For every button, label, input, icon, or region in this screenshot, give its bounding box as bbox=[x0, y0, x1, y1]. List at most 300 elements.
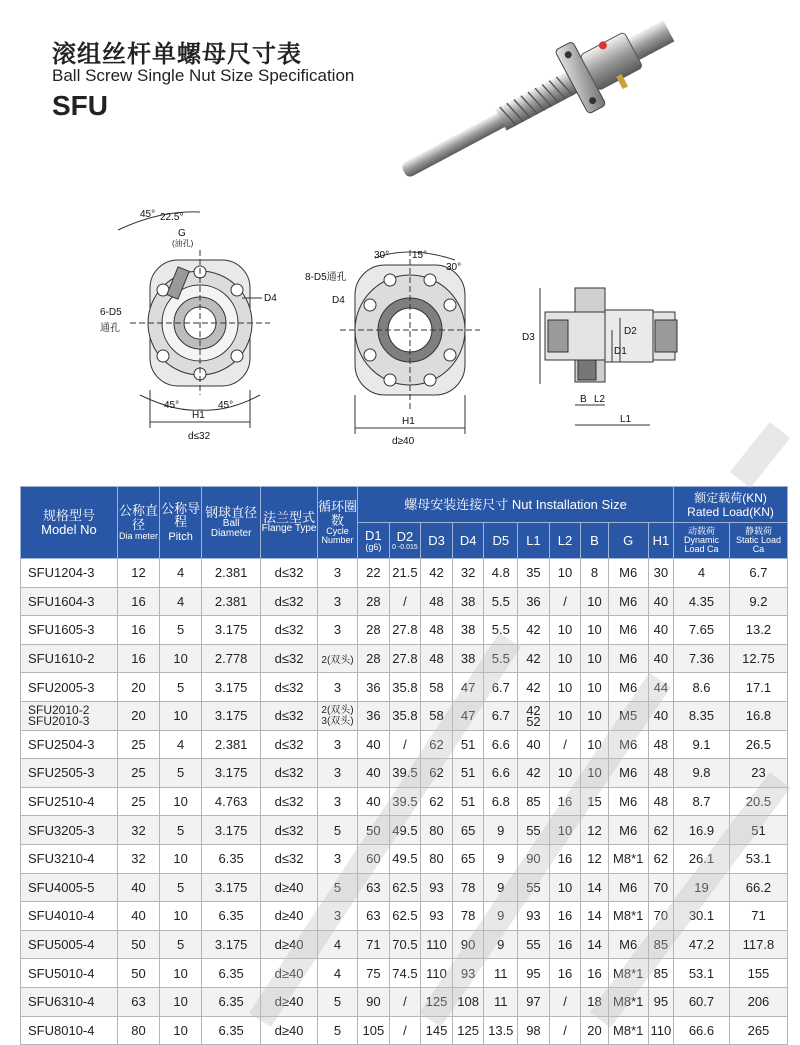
cell-d3: 48 bbox=[421, 587, 453, 616]
table-row bbox=[21, 730, 788, 759]
cell-b: 10 bbox=[581, 730, 608, 759]
cell-model: SFU4010-4 bbox=[21, 902, 118, 931]
cell-d1: 28 bbox=[358, 616, 390, 645]
cell-d5: 9 bbox=[484, 844, 518, 873]
cell-dia: 25 bbox=[117, 759, 159, 788]
cell-d5: 6.7 bbox=[484, 673, 518, 702]
cell-dyn: 4 bbox=[674, 559, 730, 588]
left-d4-label: D4 bbox=[264, 293, 277, 304]
table-row bbox=[21, 559, 788, 588]
cell-ball: 3.175 bbox=[202, 616, 261, 645]
cell-g: M6 bbox=[608, 673, 648, 702]
cell-h1: 110 bbox=[648, 1016, 673, 1045]
cell-model: SFU2504-3 bbox=[21, 730, 118, 759]
cell-cycle: 5 bbox=[318, 987, 358, 1016]
cell-l2: 10 bbox=[549, 644, 581, 673]
col-d1: D1 (g6) bbox=[358, 523, 390, 559]
cell-ball: 6.35 bbox=[202, 902, 261, 931]
col-pitch: 公称导程 Pitch bbox=[160, 487, 202, 559]
cell-model: SFU6310-4 bbox=[21, 987, 118, 1016]
cell-ball: 6.35 bbox=[202, 959, 261, 988]
cell-dia: 32 bbox=[117, 844, 159, 873]
cell-b: 10 bbox=[581, 616, 608, 645]
cell-d2: 62.5 bbox=[389, 902, 421, 931]
cell-d4: 38 bbox=[452, 587, 484, 616]
cell-stat: 53.1 bbox=[729, 844, 787, 873]
cell-cycle: 5 bbox=[318, 1016, 358, 1045]
cell-cycle: 3 bbox=[318, 844, 358, 873]
cell-flange: d≤32 bbox=[261, 587, 318, 616]
table-row bbox=[21, 787, 788, 816]
cell-l2: 10 bbox=[549, 873, 581, 902]
table-row bbox=[21, 644, 788, 673]
cell-d2: / bbox=[389, 987, 421, 1016]
cell-d2: 62.5 bbox=[389, 873, 421, 902]
cell-d1: 40 bbox=[358, 730, 390, 759]
cell-stat: 16.8 bbox=[729, 701, 787, 730]
cell-l2: 10 bbox=[549, 816, 581, 845]
cell-h1: 48 bbox=[648, 730, 673, 759]
cell-b: 12 bbox=[581, 844, 608, 873]
cell-ball: 3.175 bbox=[202, 673, 261, 702]
table-row bbox=[21, 816, 788, 845]
cell-ball: 3.175 bbox=[202, 816, 261, 845]
col-d5: D5 bbox=[484, 523, 518, 559]
cell-dyn: 7.65 bbox=[674, 616, 730, 645]
cell-cycle: 3 bbox=[318, 616, 358, 645]
cell-l1: 42 52 bbox=[518, 701, 550, 730]
cell-flange: d≥40 bbox=[261, 987, 318, 1016]
cell-g: M5 bbox=[608, 701, 648, 730]
cell-flange: d≤32 bbox=[261, 730, 318, 759]
cell-g: M6 bbox=[608, 559, 648, 588]
col-model: 规格型号 Model No bbox=[21, 487, 118, 559]
cell-cycle: 3 bbox=[318, 559, 358, 588]
cell-dyn: 8.6 bbox=[674, 673, 730, 702]
cell-d2: 27.8 bbox=[389, 616, 421, 645]
cell-d5: 5.5 bbox=[484, 587, 518, 616]
cell-d3: 48 bbox=[421, 644, 453, 673]
cell-model: SFU5010-4 bbox=[21, 959, 118, 988]
cell-d2: / bbox=[389, 1016, 421, 1045]
cell-dia: 16 bbox=[117, 616, 159, 645]
cell-d4: 51 bbox=[452, 759, 484, 788]
cell-dia: 20 bbox=[117, 673, 159, 702]
cell-dia: 16 bbox=[117, 587, 159, 616]
cell-d4: 65 bbox=[452, 816, 484, 845]
left-d-cond: d≤32 bbox=[188, 431, 211, 442]
spec-table bbox=[20, 486, 788, 1045]
cell-dyn: 53.1 bbox=[674, 959, 730, 988]
cell-d1: 36 bbox=[358, 673, 390, 702]
col-ball-diameter: 钢球直径 Ball Diameter bbox=[202, 487, 261, 559]
cell-l1: 42 bbox=[518, 644, 550, 673]
cell-dyn: 9.1 bbox=[674, 730, 730, 759]
cell-flange: d≤32 bbox=[261, 759, 318, 788]
cell-d5: 11 bbox=[484, 959, 518, 988]
table-row bbox=[21, 759, 788, 788]
cell-h1: 62 bbox=[648, 816, 673, 845]
cell-dia: 20 bbox=[117, 701, 159, 730]
cell-dia: 16 bbox=[117, 644, 159, 673]
cell-model: SFU5005-4 bbox=[21, 930, 118, 959]
cell-d5: 9 bbox=[484, 873, 518, 902]
cell-h1: 30 bbox=[648, 559, 673, 588]
cell-pitch: 4 bbox=[160, 730, 202, 759]
cell-pitch: 5 bbox=[160, 816, 202, 845]
cell-cycle: 3 bbox=[318, 673, 358, 702]
cell-l1: 98 bbox=[518, 1016, 550, 1045]
col-d2: D2 0 -0.015 bbox=[389, 523, 421, 559]
cell-flange: d≥40 bbox=[261, 902, 318, 931]
col-d4: D4 bbox=[452, 523, 484, 559]
ball-screw-photo bbox=[395, 10, 705, 180]
cell-h1: 48 bbox=[648, 787, 673, 816]
cell-l2: 16 bbox=[549, 787, 581, 816]
cell-ball: 3.175 bbox=[202, 701, 261, 730]
cell-h1: 70 bbox=[648, 902, 673, 931]
cell-d2: 39.5 bbox=[389, 787, 421, 816]
col-h1: H1 bbox=[648, 523, 673, 559]
cell-l2: 10 bbox=[549, 701, 581, 730]
cell-d3: 125 bbox=[421, 987, 453, 1016]
cell-pitch: 10 bbox=[160, 902, 202, 931]
cell-g: M8*1 bbox=[608, 959, 648, 988]
cell-b: 10 bbox=[581, 701, 608, 730]
cell-d1: 63 bbox=[358, 873, 390, 902]
cell-d2: 35.8 bbox=[389, 701, 421, 730]
mid-angle-30-right: 30° bbox=[446, 262, 462, 273]
cell-dyn: 7.36 bbox=[674, 644, 730, 673]
cell-d4: 125 bbox=[452, 1016, 484, 1045]
cell-l1: 93 bbox=[518, 902, 550, 931]
cell-stat: 12.75 bbox=[729, 644, 787, 673]
table-row bbox=[21, 987, 788, 1016]
cell-l2: / bbox=[549, 587, 581, 616]
cell-flange: d≥40 bbox=[261, 873, 318, 902]
cell-d5: 13.5 bbox=[484, 1016, 518, 1045]
cell-g: M8*1 bbox=[608, 902, 648, 931]
cell-b: 14 bbox=[581, 902, 608, 931]
cell-stat: 20.5 bbox=[729, 787, 787, 816]
mid-d4-label: D4 bbox=[332, 295, 345, 306]
cell-l1: 42 bbox=[518, 759, 550, 788]
cell-pitch: 5 bbox=[160, 873, 202, 902]
cell-dia: 50 bbox=[117, 959, 159, 988]
cell-b: 12 bbox=[581, 816, 608, 845]
right-l1-label: L1 bbox=[620, 414, 632, 425]
cell-l2: 10 bbox=[549, 559, 581, 588]
cell-model: SFU3205-3 bbox=[21, 816, 118, 845]
cell-d3: 110 bbox=[421, 930, 453, 959]
cell-b: 10 bbox=[581, 759, 608, 788]
cell-b: 14 bbox=[581, 930, 608, 959]
cell-d3: 80 bbox=[421, 844, 453, 873]
cell-pitch: 5 bbox=[160, 930, 202, 959]
cell-flange: d≤32 bbox=[261, 701, 318, 730]
cell-stat: 265 bbox=[729, 1016, 787, 1045]
flange-front-view-large bbox=[340, 250, 480, 434]
col-b: B bbox=[581, 523, 608, 559]
cell-model: SFU1605-3 bbox=[21, 616, 118, 645]
cell-h1: 40 bbox=[648, 616, 673, 645]
cell-l2: 16 bbox=[549, 902, 581, 931]
cell-g: M8*1 bbox=[608, 1016, 648, 1045]
cell-d5: 9 bbox=[484, 902, 518, 931]
col-l2: L2 bbox=[549, 523, 581, 559]
left-h1-label: H1 bbox=[192, 410, 205, 421]
cell-h1: 40 bbox=[648, 701, 673, 730]
cell-d1: 105 bbox=[358, 1016, 390, 1045]
dimension-drawings bbox=[0, 190, 800, 450]
cell-d3: 110 bbox=[421, 959, 453, 988]
cell-d1: 71 bbox=[358, 930, 390, 959]
left-angle-22-5: 22.5° bbox=[160, 212, 184, 223]
cell-l1: 42 bbox=[518, 616, 550, 645]
cell-d1: 36 bbox=[358, 701, 390, 730]
table-row bbox=[21, 1016, 788, 1045]
cell-dyn: 4.35 bbox=[674, 587, 730, 616]
cell-dyn: 60.7 bbox=[674, 987, 730, 1016]
cell-model: SFU2005-3 bbox=[21, 673, 118, 702]
cell-g: M8*1 bbox=[608, 987, 648, 1016]
cell-d5: 5.5 bbox=[484, 616, 518, 645]
cell-d2: 49.5 bbox=[389, 844, 421, 873]
cell-g: M6 bbox=[608, 816, 648, 845]
nut-side-view bbox=[540, 288, 677, 425]
cell-flange: d≤32 bbox=[261, 844, 318, 873]
cell-d2: 39.5 bbox=[389, 759, 421, 788]
mid-angle-15: 15° bbox=[412, 250, 428, 261]
cell-d3: 62 bbox=[421, 787, 453, 816]
cell-l1: 42 bbox=[518, 673, 550, 702]
cell-flange: d≤32 bbox=[261, 616, 318, 645]
cell-flange: d≤32 bbox=[261, 559, 318, 588]
cell-d4: 108 bbox=[452, 987, 484, 1016]
cell-stat: 117.8 bbox=[729, 930, 787, 959]
cell-d3: 48 bbox=[421, 616, 453, 645]
left-angle-45-bl: 45° bbox=[164, 400, 180, 411]
cell-d1: 28 bbox=[358, 587, 390, 616]
cell-model: SFU1610-2 bbox=[21, 644, 118, 673]
cell-dyn: 8.35 bbox=[674, 701, 730, 730]
flange-front-view-small bbox=[118, 212, 270, 428]
col-group-rated: 额定载荷(KN) Rated Load(KN) bbox=[674, 487, 788, 523]
cell-dia: 25 bbox=[117, 787, 159, 816]
cell-dia: 50 bbox=[117, 930, 159, 959]
cell-l1: 35 bbox=[518, 559, 550, 588]
cell-d2: 21.5 bbox=[389, 559, 421, 588]
cell-stat: 51 bbox=[729, 816, 787, 845]
cell-d1: 50 bbox=[358, 816, 390, 845]
cell-ball: 4.763 bbox=[202, 787, 261, 816]
cell-dyn: 26.1 bbox=[674, 844, 730, 873]
col-cycle-number: 循环圈数 Cycle Number bbox=[318, 487, 358, 559]
cell-dia: 25 bbox=[117, 730, 159, 759]
cell-pitch: 4 bbox=[160, 587, 202, 616]
cell-d4: 78 bbox=[452, 902, 484, 931]
cell-d3: 80 bbox=[421, 816, 453, 845]
right-d3-label: D3 bbox=[522, 332, 535, 343]
col-group-install: 螺母安装连接尺寸 Nut Installation Size bbox=[358, 487, 674, 523]
cell-cycle: 2(双头) 3(双头) bbox=[318, 701, 358, 730]
cell-b: 15 bbox=[581, 787, 608, 816]
left-g-sub: (油孔) bbox=[172, 239, 194, 248]
right-l2-label: L2 bbox=[594, 394, 606, 405]
cell-stat: 66.2 bbox=[729, 873, 787, 902]
table-row bbox=[21, 701, 788, 730]
cell-l2: 16 bbox=[549, 930, 581, 959]
table-row bbox=[21, 873, 788, 902]
table-row bbox=[21, 844, 788, 873]
cell-l1: 85 bbox=[518, 787, 550, 816]
cell-h1: 48 bbox=[648, 759, 673, 788]
left-g-label: G bbox=[178, 228, 186, 239]
cell-d2: 74.5 bbox=[389, 959, 421, 988]
cell-model: SFU4005-5 bbox=[21, 873, 118, 902]
cell-h1: 44 bbox=[648, 673, 673, 702]
cell-d1: 90 bbox=[358, 987, 390, 1016]
cell-l2: 16 bbox=[549, 844, 581, 873]
cell-flange: d≥40 bbox=[261, 930, 318, 959]
cell-l2: 10 bbox=[549, 616, 581, 645]
cell-dyn: 30.1 bbox=[674, 902, 730, 931]
cell-g: M6 bbox=[608, 587, 648, 616]
cell-g: M6 bbox=[608, 730, 648, 759]
cell-l2: / bbox=[549, 1016, 581, 1045]
cell-pitch: 4 bbox=[160, 559, 202, 588]
table-row bbox=[21, 930, 788, 959]
table-row bbox=[21, 587, 788, 616]
cell-dia: 12 bbox=[117, 559, 159, 588]
cell-d2: 27.8 bbox=[389, 644, 421, 673]
cell-dyn: 8.7 bbox=[674, 787, 730, 816]
table-row bbox=[21, 959, 788, 988]
cell-g: M6 bbox=[608, 616, 648, 645]
cell-h1: 62 bbox=[648, 844, 673, 873]
cell-stat: 23 bbox=[729, 759, 787, 788]
left-hole-sub: 通孔 bbox=[100, 323, 120, 334]
table-row bbox=[21, 616, 788, 645]
cell-d4: 38 bbox=[452, 616, 484, 645]
cell-g: M8*1 bbox=[608, 844, 648, 873]
cell-model: SFU2505-3 bbox=[21, 759, 118, 788]
cell-d4: 93 bbox=[452, 959, 484, 988]
cell-dyn: 9.8 bbox=[674, 759, 730, 788]
cell-ball: 2.381 bbox=[202, 730, 261, 759]
cell-cycle: 2(双头) bbox=[318, 644, 358, 673]
cell-d2: 49.5 bbox=[389, 816, 421, 845]
cell-h1: 70 bbox=[648, 873, 673, 902]
cell-cycle: 3 bbox=[318, 902, 358, 931]
cell-g: M6 bbox=[608, 644, 648, 673]
cell-cycle: 3 bbox=[318, 787, 358, 816]
cell-pitch: 10 bbox=[160, 644, 202, 673]
cell-h1: 85 bbox=[648, 930, 673, 959]
cell-d3: 58 bbox=[421, 701, 453, 730]
cell-l2: / bbox=[549, 730, 581, 759]
page-title-cn: 滚组丝杆单螺母尺寸表 bbox=[52, 40, 302, 68]
cell-l1: 40 bbox=[518, 730, 550, 759]
cell-d1: 60 bbox=[358, 844, 390, 873]
cell-ball: 2.381 bbox=[202, 587, 261, 616]
cell-pitch: 5 bbox=[160, 673, 202, 702]
cell-cycle: 3 bbox=[318, 730, 358, 759]
cell-d4: 51 bbox=[452, 787, 484, 816]
right-b-label: B bbox=[580, 394, 587, 405]
cell-l2: 10 bbox=[549, 759, 581, 788]
cell-d5: 6.6 bbox=[484, 759, 518, 788]
cell-cycle: 3 bbox=[318, 759, 358, 788]
cell-ball: 6.35 bbox=[202, 987, 261, 1016]
col-diameter: 公称直径 Dia meter bbox=[117, 487, 159, 559]
cell-b: 10 bbox=[581, 644, 608, 673]
cell-d3: 93 bbox=[421, 873, 453, 902]
cell-d4: 65 bbox=[452, 844, 484, 873]
cell-d5: 5.5 bbox=[484, 644, 518, 673]
cell-l1: 55 bbox=[518, 816, 550, 845]
cell-d5: 6.8 bbox=[484, 787, 518, 816]
cell-model: SFU3210-4 bbox=[21, 844, 118, 873]
cell-b: 20 bbox=[581, 1016, 608, 1045]
cell-d3: 145 bbox=[421, 1016, 453, 1045]
page-title-en: Ball Screw Single Nut Size Specification bbox=[52, 66, 355, 85]
cell-dia: 80 bbox=[117, 1016, 159, 1045]
cell-model: SFU1604-3 bbox=[21, 587, 118, 616]
cell-flange: d≤32 bbox=[261, 816, 318, 845]
cell-b: 8 bbox=[581, 559, 608, 588]
cell-d1: 40 bbox=[358, 787, 390, 816]
cell-stat: 206 bbox=[729, 987, 787, 1016]
cell-stat: 6.7 bbox=[729, 559, 787, 588]
mid-d-cond: d≥40 bbox=[392, 436, 415, 447]
cell-d4: 47 bbox=[452, 673, 484, 702]
left-angle-45-br: 45° bbox=[218, 400, 234, 411]
cell-d4: 51 bbox=[452, 730, 484, 759]
cell-h1: 40 bbox=[648, 587, 673, 616]
cell-b: 10 bbox=[581, 673, 608, 702]
cell-dyn: 66.6 bbox=[674, 1016, 730, 1045]
cell-d4: 32 bbox=[452, 559, 484, 588]
mid-angle-30-left: 30° bbox=[374, 250, 390, 261]
cell-dia: 63 bbox=[117, 987, 159, 1016]
cell-d4: 38 bbox=[452, 644, 484, 673]
cell-d3: 62 bbox=[421, 730, 453, 759]
cell-stat: 26.5 bbox=[729, 730, 787, 759]
spec-table-body bbox=[21, 559, 788, 1045]
col-d3: D3 bbox=[421, 523, 453, 559]
table-row bbox=[21, 902, 788, 931]
table-row bbox=[21, 673, 788, 702]
model-series-label: SFU bbox=[52, 90, 108, 121]
left-hole-label: 6-D5 bbox=[100, 307, 122, 318]
cell-dyn: 47.2 bbox=[674, 930, 730, 959]
cell-l2: / bbox=[549, 987, 581, 1016]
cell-d1: 28 bbox=[358, 644, 390, 673]
cell-l2: 10 bbox=[549, 673, 581, 702]
cell-pitch: 10 bbox=[160, 787, 202, 816]
cell-pitch: 10 bbox=[160, 1016, 202, 1045]
cell-d4: 47 bbox=[452, 701, 484, 730]
cell-flange: d≤32 bbox=[261, 644, 318, 673]
cell-g: M6 bbox=[608, 873, 648, 902]
cell-cycle: 5 bbox=[318, 816, 358, 845]
cell-d3: 62 bbox=[421, 759, 453, 788]
cell-g: M6 bbox=[608, 759, 648, 788]
cell-model: SFU1204-3 bbox=[21, 559, 118, 588]
cell-model: SFU2010-2 SFU2010-3 bbox=[21, 701, 118, 730]
cell-d5: 9 bbox=[484, 930, 518, 959]
